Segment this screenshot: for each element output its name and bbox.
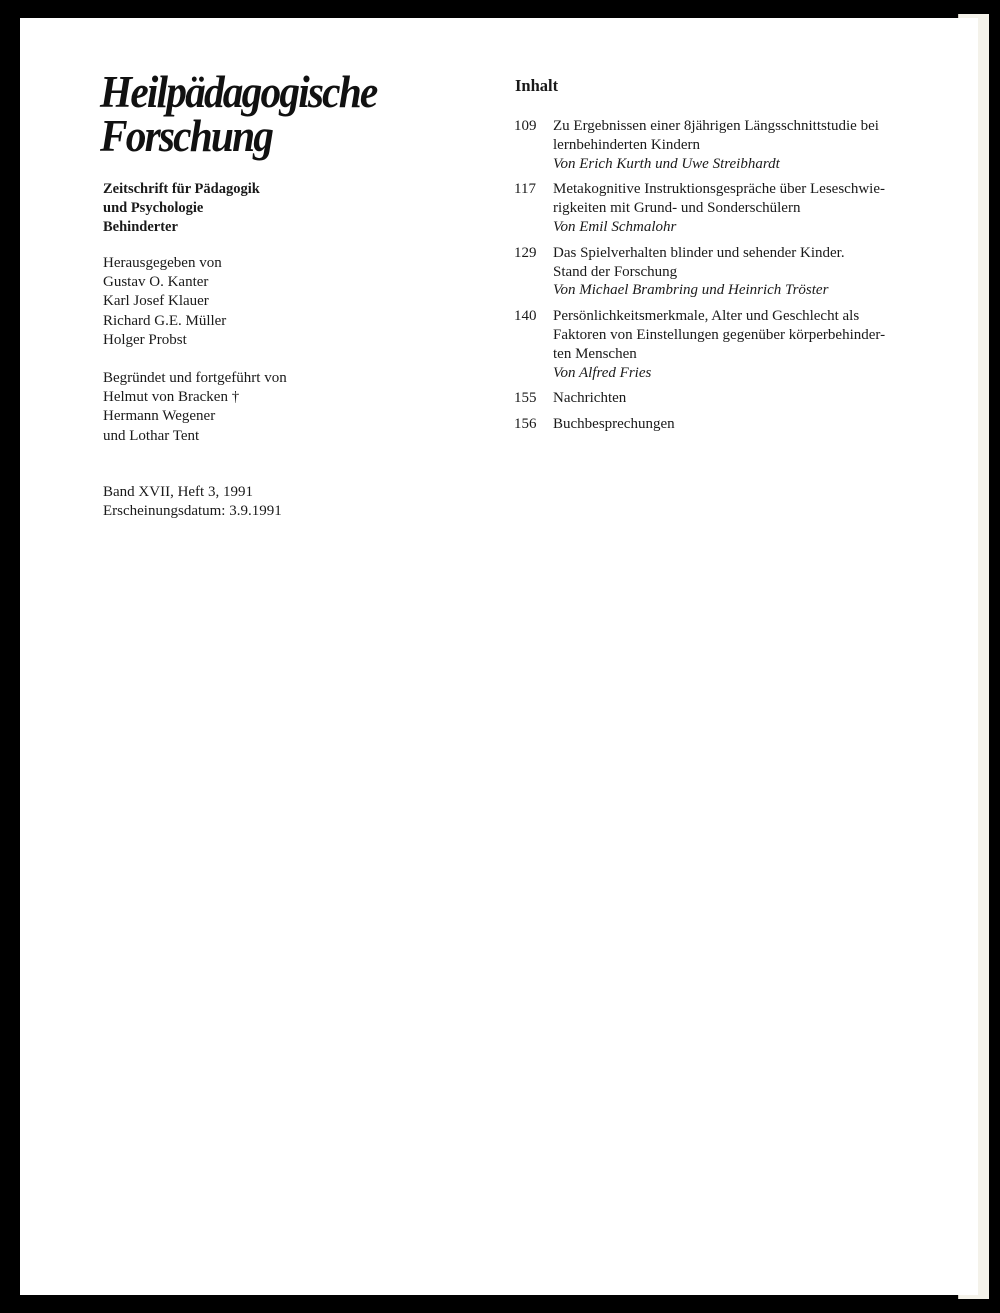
toc-title-line: Zu Ergebnissen einer 8jährigen Längsschnittstudie bei — [553, 118, 879, 134]
subtitle-line: Behinderter — [103, 219, 178, 235]
subtitle-line: Zeitschrift für Pädagogik — [103, 181, 260, 197]
toc-author: Von Emil Schmalohr — [553, 218, 677, 235]
toc-entry — [514, 117, 907, 173]
editors-block — [103, 254, 423, 350]
toc-page-number: 140 — [514, 308, 537, 325]
toc-page-number: 129 — [514, 244, 537, 261]
toc-title-line: Metakognitive Instruktionsgespräche über Leseschwie- — [553, 181, 885, 198]
toc-title-line: Stand der Forschung — [553, 263, 678, 280]
issue-info — [103, 483, 423, 521]
founder-name: und Lothar Tent — [103, 427, 200, 444]
toc-title-line: ten Menschen — [553, 345, 637, 362]
contents-heading: Inhalt — [515, 76, 559, 95]
journal-title — [100, 67, 377, 161]
toc-entry — [514, 389, 907, 408]
toc-author: Von Alfred Fries — [553, 364, 652, 381]
toc-title-line: lernbehinderten Kindern — [553, 136, 701, 153]
toc-page-number: 117 — [514, 181, 536, 198]
toc-entry — [514, 307, 907, 382]
toc-author: Von Michael Brambring und Heinrich Tröster — [553, 282, 829, 299]
founders-block — [103, 369, 423, 446]
founder-name: Hermann Wegener — [103, 408, 216, 425]
toc-title-line: Persönlichkeitsmerkmale, Alter und Geschlecht als — [553, 308, 860, 325]
toc-page-number: 156 — [514, 416, 537, 433]
toc-author: Von Erich Kurth und Uwe Streibhardt — [553, 155, 780, 172]
toc-entry — [514, 244, 907, 300]
issue-volume: Band XVII, Heft 3, 1991 — [103, 484, 253, 500]
editors-label: Herausgegeben von — [103, 255, 222, 271]
journal-title-line1: Heilpädagogische — [100, 67, 377, 117]
founders-label: Begründet und fortgeführt von — [103, 370, 287, 386]
editor-name: Karl Josef Klauer — [103, 293, 209, 310]
editor-name: Richard G.E. Müller — [103, 312, 227, 329]
toc-title-line: Das Spielverhalten blinder und sehender Kinder. — [553, 244, 845, 261]
toc-page-number: 155 — [514, 390, 537, 407]
subtitle-line: und Psychologie — [103, 200, 204, 216]
founder-name: Helmut von Bracken † — [103, 389, 240, 406]
toc-entry — [514, 415, 907, 434]
editor-name: Gustav O. Kanter — [103, 274, 209, 291]
toc-title-line: Buchbesprechungen — [553, 416, 675, 433]
issue-date: Erscheinungsdatum: 3.9.1991 — [103, 503, 282, 520]
toc-page-number: 109 — [514, 118, 537, 134]
journal-subtitle — [103, 180, 403, 237]
toc-title-line: Nachrichten — [553, 390, 627, 407]
table-of-contents — [514, 117, 907, 441]
journal-title-line2: Forschung — [100, 111, 273, 161]
toc-entry — [514, 180, 907, 236]
toc-title-line: Faktoren von Einstellungen gegenüber körperbehinder- — [553, 326, 886, 343]
toc-title-line: rigkeiten mit Grund- und Sonderschülern — [553, 200, 801, 217]
editor-name: Holger Probst — [103, 331, 187, 348]
